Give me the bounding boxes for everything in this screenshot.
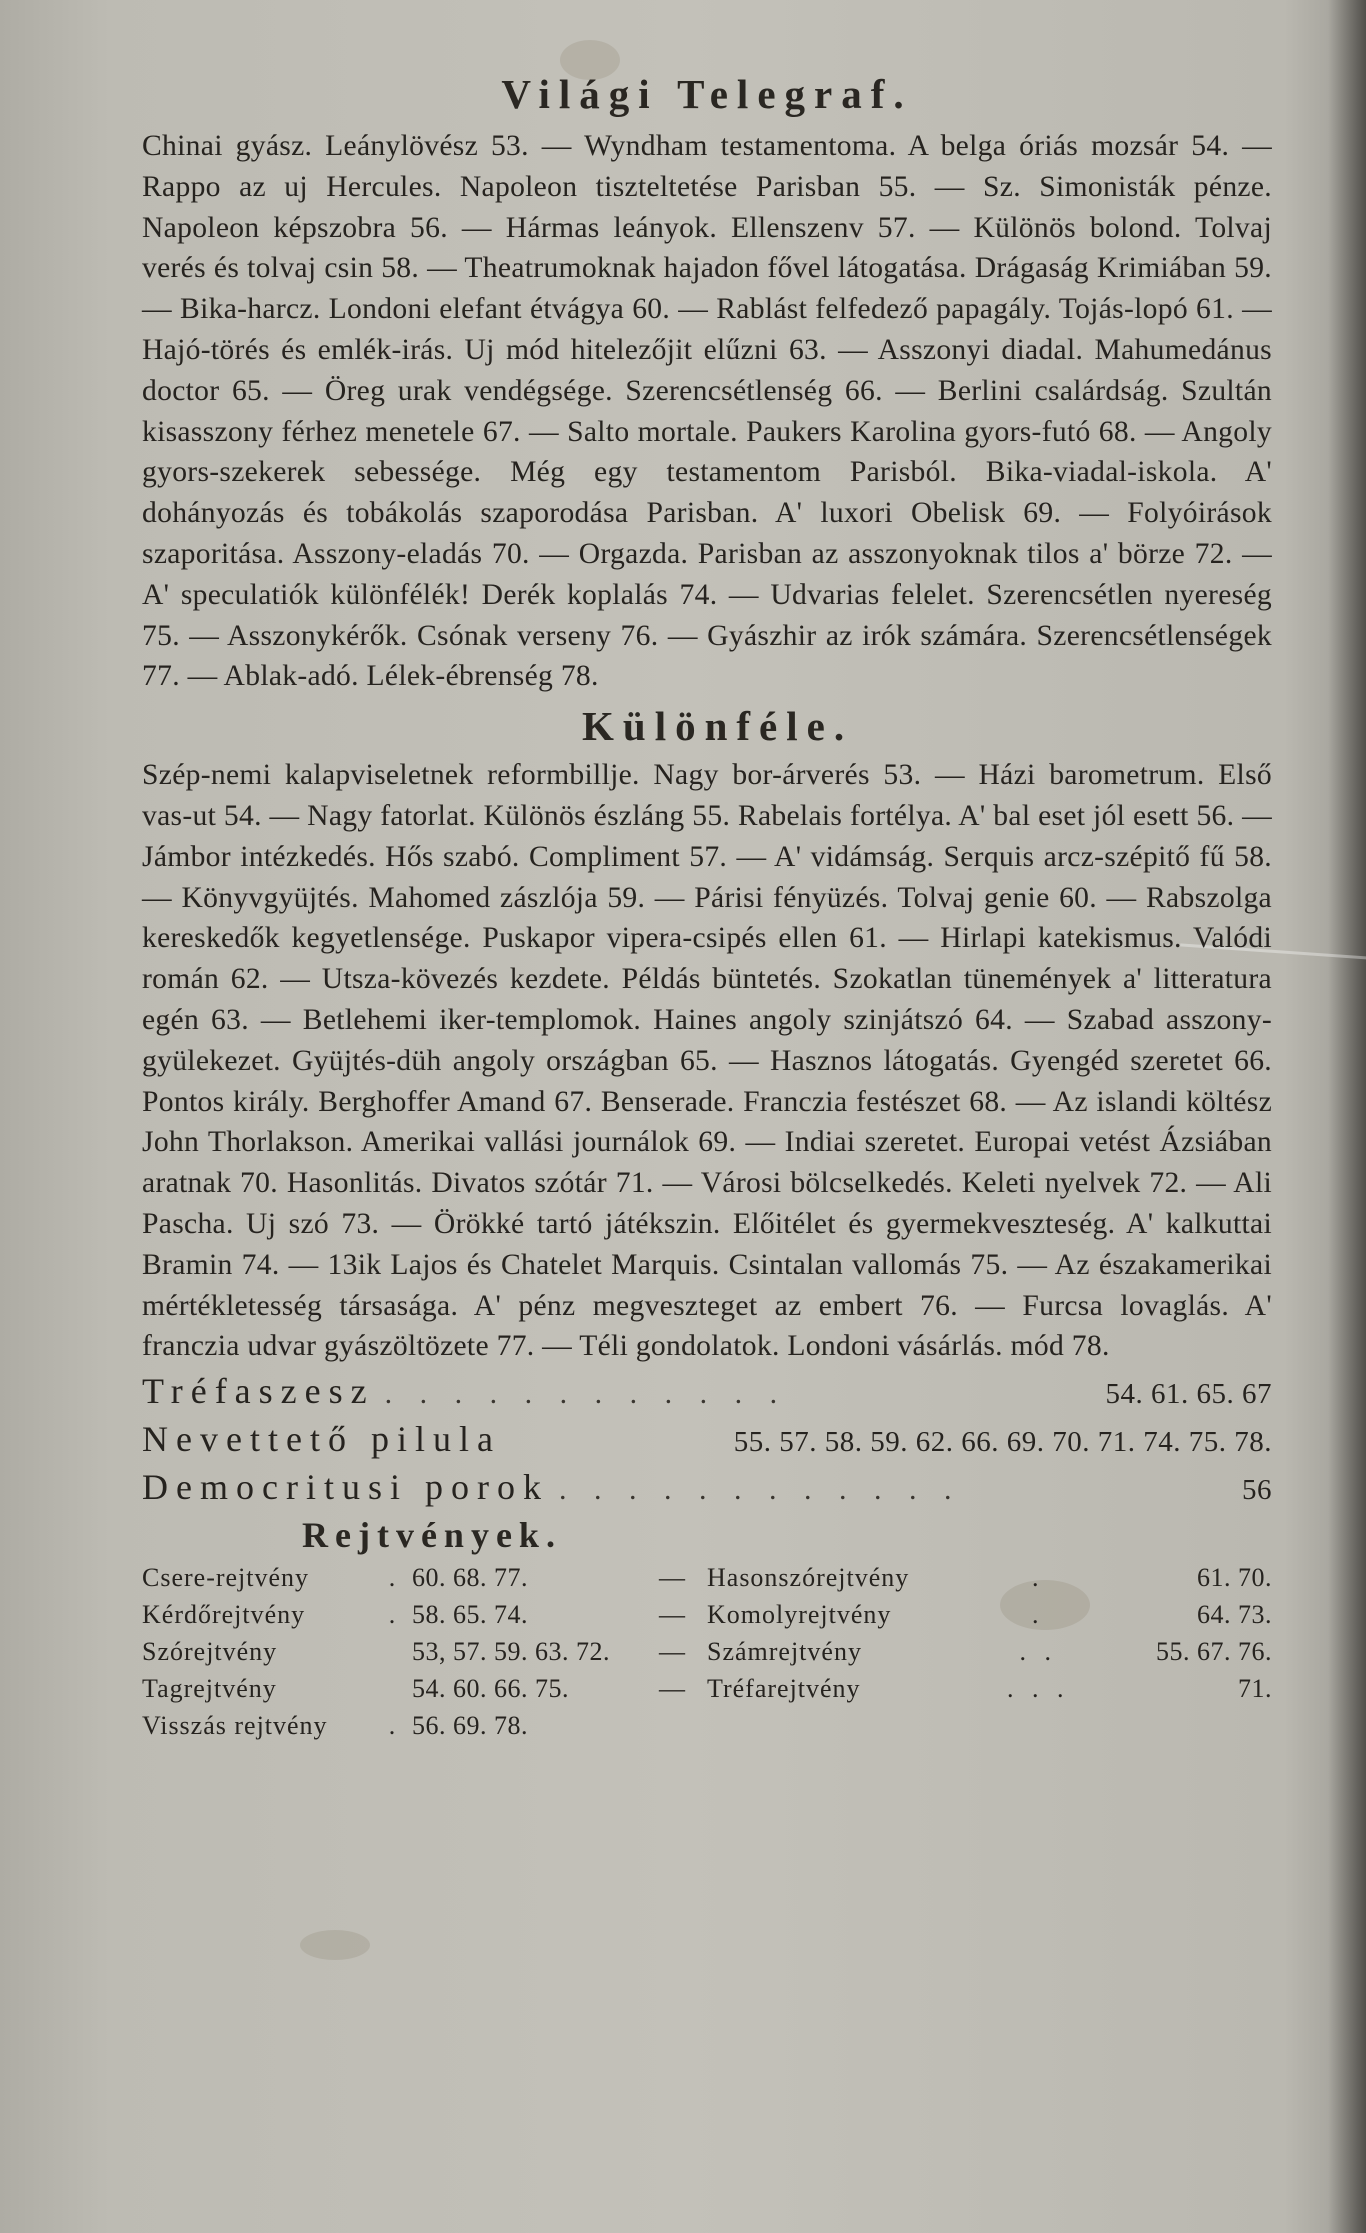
- puzzle-name: Számrejtvény: [707, 1637, 862, 1667]
- puzzle-dot: [372, 1633, 412, 1670]
- puzzle-dot: . .: [1019, 1637, 1057, 1667]
- puzzle-pages: 53, 57. 59. 63. 72.: [412, 1637, 610, 1667]
- puzzle-name: Hasonszórejtvény: [707, 1563, 910, 1593]
- puzzle-pages: 64. 73.: [1197, 1600, 1272, 1630]
- section-text-kulonfele: Szép-nemi kalapviseletnek reformbillje. Nagy bor-árverés 53. — Házi barometrum. Első vas-ut 54. — Nagy fatorlat. Különös észláng 55. Rabelais fortélya. A' bal eset jól esett 56. — Jámbor intézkedés. Hős szabó. Compliment 57. — A' vidámság. Serquis arcz-szépitő fű 58. — Könyvgyüjtés. Mahomed zászlója 59. — Párisi fényüzés. Tolvaj genie 60. — Rabszolga kereskedők kegyetlensége. Puskapor vipera-csipés ellen 61. — Hirlapi katekismus. Valódi román 62. — Utsza-kövezés kezdete. Példás büntetés. Szokatlan tünemények a' litteratura egén 63. — Betlehemi iker-templomok. Haines angoly szinjátszó 64. — Szabad asszony-gyülekezet. Gyüjtés-düh angoly országban 65. — Hasznos látogatás. Gyengéd szeretet 66. Pontos király. Berghoffer Amand 67. Benserade. Franczia festészet 68. — Az islandi költész John Thorlakson. Amerikai vallási journálok 69. — Indiai szeretet. Europai vetést Ázsiában aratnak 70. Hasonlitás. Divatos szótár 71. — Városi bölcselkedés. Keleti nyelvek 72. — Ali Pascha. Uj szó 73. — Örökké tartó játékszin. Előitélet és gyermekveszteség. A' kalkuttai Bramin 74. — 13ik Lajos és Chatelet Marquis. Csintalan vallomás 75. — Az északamerikai mértékletesség társasága. A' pénz megveszteget az embert 76. — Furcsa lovaglás. A' franczia udvar gyászöltözete 77. — Téli gondolatok. Londoni vásárlás. mód 78.: [142, 759, 1272, 1363]
- puzzle-pages: [1070, 1707, 1273, 1744]
- index-pages: 54. 61. 65. 67: [1105, 1378, 1272, 1411]
- puzzle-pages: 54. 60. 66. 75.: [412, 1674, 569, 1704]
- puzzle-name: [707, 1707, 1007, 1744]
- index-dots: . . . . . . . . . . . .: [558, 1473, 962, 1507]
- puzzle-pages: 60. 68. 77.: [412, 1563, 528, 1593]
- table-row: [142, 1559, 1272, 1596]
- index-name: Democritusi porok: [142, 1467, 549, 1508]
- table-row: [142, 1707, 1272, 1744]
- puzzle-dot: .: [1032, 1600, 1045, 1630]
- contents-column: [142, 62, 1272, 1744]
- puzzle-dot: .: [388, 1711, 396, 1741]
- puzzle-pages: 61. 70.: [1197, 1563, 1272, 1593]
- table-row: [142, 1596, 1272, 1633]
- paper-stain: [300, 1930, 370, 1960]
- puzzle-dash: —: [659, 1637, 685, 1667]
- puzzle-pages: 71.: [1238, 1674, 1272, 1704]
- index-pages: 56: [1242, 1474, 1272, 1507]
- puzzle-dot: .: [1032, 1563, 1045, 1593]
- puzzle-name: Szórejtvény: [142, 1637, 278, 1667]
- index-row: [142, 1367, 1272, 1415]
- index-name: Tréfaszesz: [142, 1371, 375, 1412]
- index-row: [142, 1463, 1272, 1511]
- puzzle-dot: [372, 1670, 412, 1707]
- puzzle-name: Komolyrejtvény: [707, 1600, 892, 1630]
- puzzle-name: Visszás rejtvény: [142, 1711, 328, 1741]
- puzzle-pages: 56. 69. 78.: [412, 1711, 528, 1741]
- section-title-puzzles: Rejtvények.: [302, 1515, 562, 1556]
- section-text-telegraf: Chinai gyász. Leánylövész 53. — Wyndham testamentoma. A belga óriás mozsár 54. — Rappo az uj Hercules. Napoleon tiszteltetése Parisban 55. — Sz. Simonisták pénze. Napoleon képszobra 56. — Hármas leányok. Ellenszenv 57. — Különös bolond. Tolvaj verés és tolvaj csin 58. — Theatrumoknak hajadon fővel látogatása. Drágaság Krimiában 59. — Bika-harcz. Londoni elefant étvágya 60. — Rablást felfedező papagály. Tojás-lopó 61. — Hajó-törés és emlék-irás. Uj mód hitelezőjit elűzni 63. — Asszonyi diadal. Mahumedánus doctor 65. — Öreg urak vendégsége. Szerencsétlenség 66. — Berlini csalárdság. Szultán kisasszony férhez menetele 67. — Salto mortale. Paukers Karolina gyors-futó 68. — Angoly gyors-szekerek sebessége. Még egy testamentom Parisból. Bika-viadal-iskola. A' dohányozás és tobákolás szaporodása Parisban. A' luxori Obelisk 69. — Folyóirások szaporitása. Asszony-eladás 70. — Orgazda. Parisban az asszonyoknak tilos a' börze 72. — A' speculatiók különfélék! Derék koplalás 74. — Udvarias felelet. Szerencsétlen nyereség 75. — Asszonykérők. Csónak verseny 76. — Gyászhir az irók számára. Szerencsétlenségek 77. — Ablak-adó. Lélek-ébrenség 78.: [142, 130, 1272, 693]
- puzzle-name: Csere-rejtvény: [142, 1563, 310, 1593]
- section-title-telegraf: Világi Telegraf.: [501, 71, 913, 117]
- puzzle-dash: —: [659, 1563, 685, 1593]
- section-title-kulonfele: Különféle.: [582, 703, 854, 750]
- puzzle-dot: .: [388, 1563, 396, 1593]
- puzzle-index-table: [142, 1559, 1272, 1744]
- puzzle-name: Kérdőrejtvény: [142, 1600, 306, 1630]
- table-row: [142, 1633, 1272, 1670]
- index-row: [142, 1415, 1272, 1463]
- puzzle-dot: .: [388, 1600, 396, 1630]
- puzzle-dash: —: [659, 1600, 685, 1630]
- puzzle-pages: 58. 65. 74.: [412, 1600, 528, 1630]
- puzzle-name: Tréfarejtvény: [707, 1674, 861, 1704]
- puzzle-dot: [1007, 1707, 1070, 1744]
- page-edge-shadow: [1328, 0, 1366, 2233]
- puzzle-dash: —: [659, 1674, 685, 1704]
- index-pages: 55. 57. 58. 59. 62. 66. 69. 70. 71. 74. 75. 78.: [733, 1426, 1272, 1459]
- puzzle-dot: . . .: [1007, 1674, 1070, 1704]
- puzzle-dash: [637, 1707, 707, 1744]
- table-row: [142, 1670, 1272, 1707]
- puzzle-pages: 55. 67. 76.: [1156, 1637, 1272, 1667]
- index-dots: . . . . . . . . . . . .: [384, 1377, 788, 1411]
- index-name: Nevettető pilula: [142, 1419, 501, 1460]
- puzzle-name: Tagrejtvény: [142, 1674, 277, 1704]
